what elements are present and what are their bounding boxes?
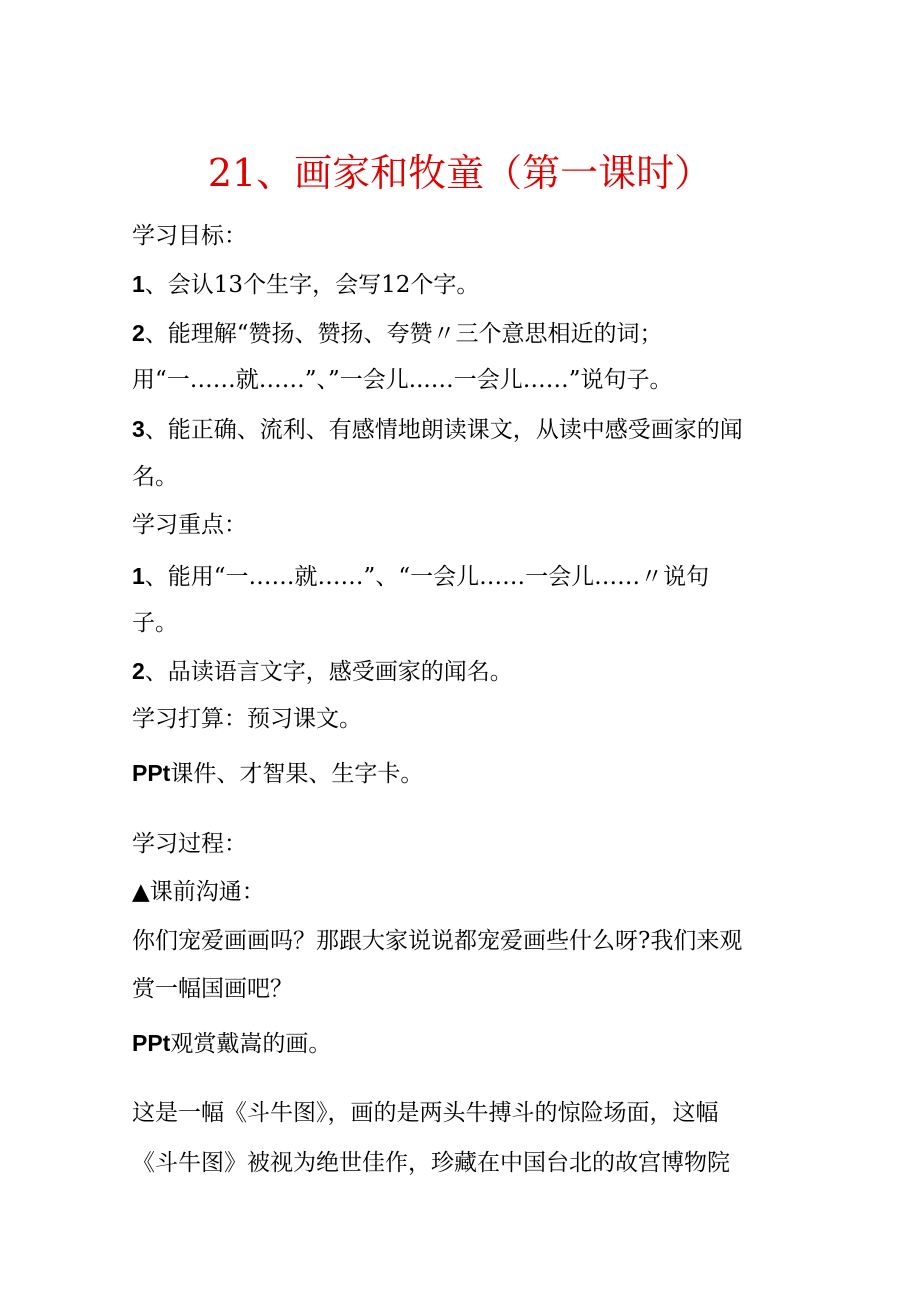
process-paragraph-2-line-2: 《斗牛图》被视为绝世佳作，珍藏在中国台北的故宫博物院 <box>132 1150 730 1176</box>
goal-item-1 <box>132 268 479 301</box>
prep-materials <box>132 757 423 790</box>
key-point-item-1-continued: 子。 <box>132 610 178 636</box>
process-paragraph-1-line-1: 你们宠爱画画吗？那跟大家说说都宠爱画些什么呀?我们来观 <box>132 928 743 954</box>
goal-item-2-number: 2 <box>132 320 145 346</box>
goal-item-3-number: 3 <box>132 416 145 442</box>
goal-item-2 <box>132 317 663 350</box>
goal-item-3 <box>132 413 743 446</box>
page-title: 21、画家和牧童（第一课时） <box>207 151 713 195</box>
prep-materials-prefix: PPt <box>132 760 171 786</box>
ppt-note-text: 观赏戴嵩的画。 <box>170 1031 332 1057</box>
key-points-heading: 学习重点： <box>132 512 247 538</box>
goal-item-3-continued: 名。 <box>132 464 178 490</box>
ppt-note-prefix: PPt <box>132 1030 171 1056</box>
goal-item-1-number: 1 <box>132 271 145 297</box>
key-point-item-2-number: 2 <box>132 658 145 684</box>
process-paragraph-2-line-1: 这是一幅《斗牛图》，画的是两头牛搏斗的惊险场面，这幅 <box>132 1100 719 1126</box>
ppt-note <box>132 1027 331 1060</box>
goal-item-2-continued: 用“一……就……”、”一会儿...…一会儿……”说句子。 <box>132 367 673 393</box>
key-point-item-1-number: 1 <box>132 563 145 589</box>
process-heading: 学习过程： <box>132 831 247 857</box>
prep-line: 学习打算：预习课文。 <box>132 706 362 732</box>
key-point-item-2-text: 、品读语言文字，感受画家的闻名。 <box>144 659 513 685</box>
goal-item-2-text: 、能理解“赞扬、赞扬、夸赞〃三个意思相近的词； <box>144 321 663 347</box>
process-subheading: ▲课前沟通： <box>132 879 265 905</box>
key-point-item-1-text: 、能用“一……就……”、“一会儿……一会儿……〃说句 <box>144 564 710 590</box>
prep-materials-text: 课件、才智果、生字卡。 <box>170 761 424 787</box>
goal-item-1-text: 、会认13个生字，会写12个字。 <box>144 272 480 298</box>
goal-item-3-text: 、能正确、流利、有感情地朗读课文，从读中感受画家的闻 <box>144 417 743 443</box>
goals-heading: 学习目标： <box>132 223 247 249</box>
process-paragraph-1-line-2: 赏一幅国画吧？ <box>132 976 293 1002</box>
key-point-item-2 <box>132 655 513 688</box>
key-point-item-1 <box>132 560 709 593</box>
